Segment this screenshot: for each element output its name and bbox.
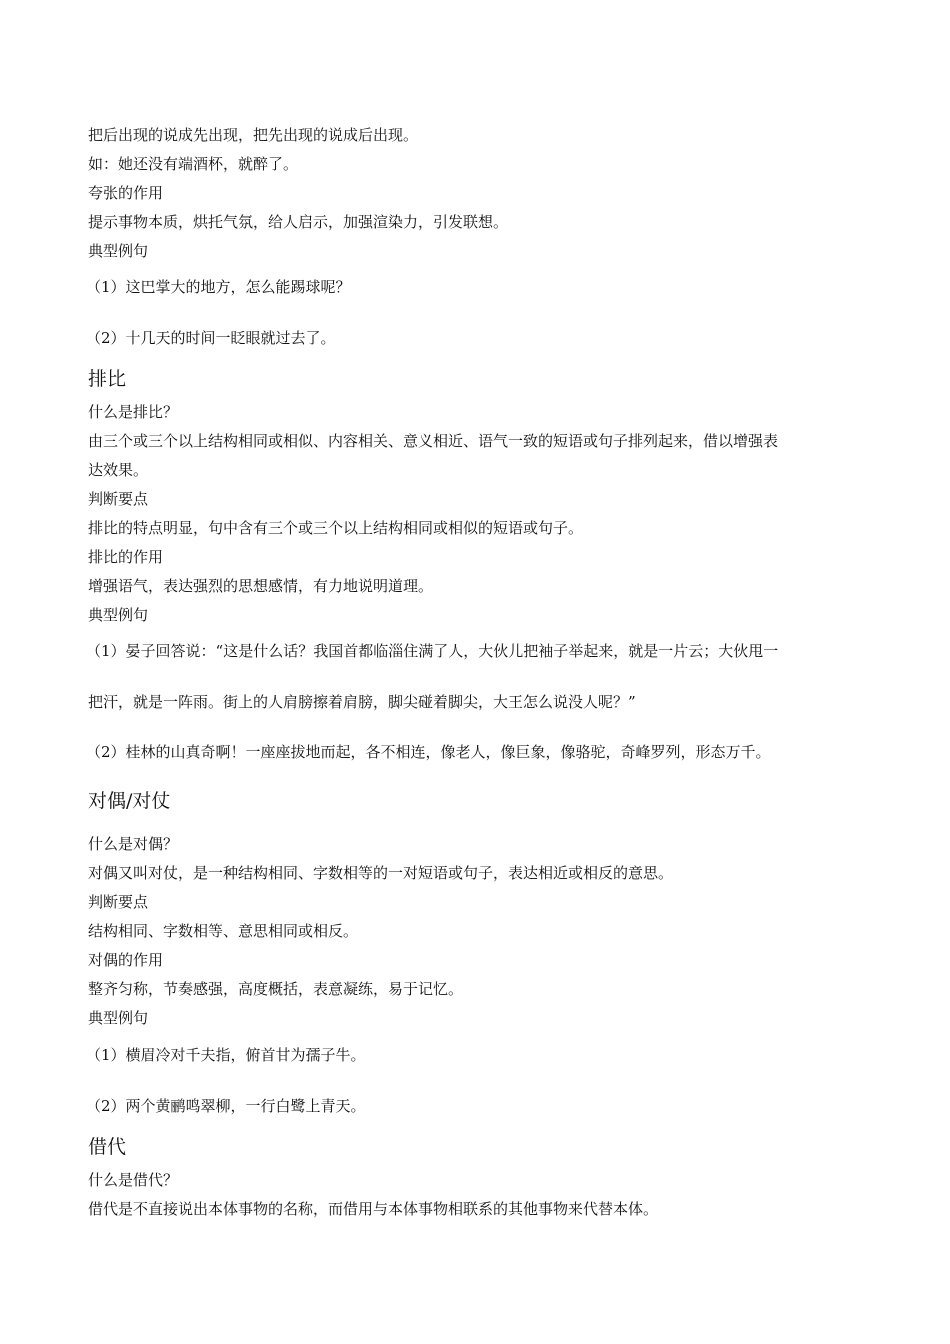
- paragraph: 提示事物本质，烘托气氛，给人启示，加强渲染力，引发联想。: [88, 213, 509, 231]
- paragraph: 排比的特点明显，句中含有三个或三个以上结构相同或相似的短语或句子。: [88, 519, 584, 537]
- example-sentence: （1）横眉冷对千夫指，俯首甘为孺子牛。: [86, 1046, 366, 1064]
- subheading: 典型例句: [88, 606, 149, 624]
- example-line: 如：她还没有端酒杯，就醉了。: [88, 155, 299, 173]
- example-sentence: 把汗，就是一阵雨。街上的人肩膀擦着肩膀，脚尖碰着脚尖，大王怎么说没人呢？”: [88, 693, 636, 711]
- paragraph: 把后出现的说成先出现，把先出现的说成后出现。: [88, 126, 419, 144]
- paragraph: 整齐匀称，节奏感强，高度概括，表意凝练，易于记忆。: [88, 980, 464, 998]
- subheading: 对偶的作用: [88, 951, 164, 969]
- example-sentence: （2）桂林的山真奇啊！一座座拔地而起，各不相连，像老人，像巨象，像骆驼，奇峰罗列，形态万千。: [86, 743, 771, 761]
- paragraph: 借代是不直接说出本体事物的名称，而借用与本体事物相联系的其他事物来代替本体。: [88, 1200, 659, 1218]
- subheading: 什么是对偶？: [88, 835, 179, 853]
- section-heading: 借代: [88, 1136, 127, 1158]
- subheading: 夸张的作用: [88, 184, 164, 202]
- subheading: 什么是排比？: [88, 403, 179, 421]
- paragraph: 增强语气，表达强烈的思想感情，有力地说明道理。: [88, 577, 434, 595]
- example-sentence: （1）这巴掌大的地方，怎么能踢球呢？: [86, 278, 351, 296]
- subheading: 什么是借代？: [88, 1171, 179, 1189]
- example-sentence: （1）晏子回答说：“这是什么话？我国首都临淄住满了人，大伙儿把袖子举起来，就是一片云；大伙甩一: [86, 642, 779, 660]
- subheading: 典型例句: [88, 242, 149, 260]
- section-heading: 对偶/对仗: [88, 790, 171, 812]
- subheading: 排比的作用: [88, 548, 164, 566]
- subheading: 判断要点: [88, 490, 149, 508]
- subheading: 典型例句: [88, 1009, 149, 1027]
- paragraph: 结构相同、字数相等、意思相同或相反。: [88, 922, 359, 940]
- example-sentence: （2）十几天的时间一眨眼就过去了。: [86, 329, 336, 347]
- section-heading: 排比: [88, 368, 127, 390]
- example-sentence: （2）两个黄鹂鸣翠柳，一行白鹭上青天。: [86, 1097, 366, 1115]
- paragraph: 对偶又叫对仗，是一种结构相同、字数相等的一对短语或句子，表达相近或相反的意思。: [88, 864, 674, 882]
- paragraph: 达效果。: [88, 461, 149, 479]
- paragraph: 由三个或三个以上结构相同或相似、内容相关、意义相近、语气一致的短语或句子排列起来，借以增强表: [88, 432, 779, 450]
- subheading: 判断要点: [88, 893, 149, 911]
